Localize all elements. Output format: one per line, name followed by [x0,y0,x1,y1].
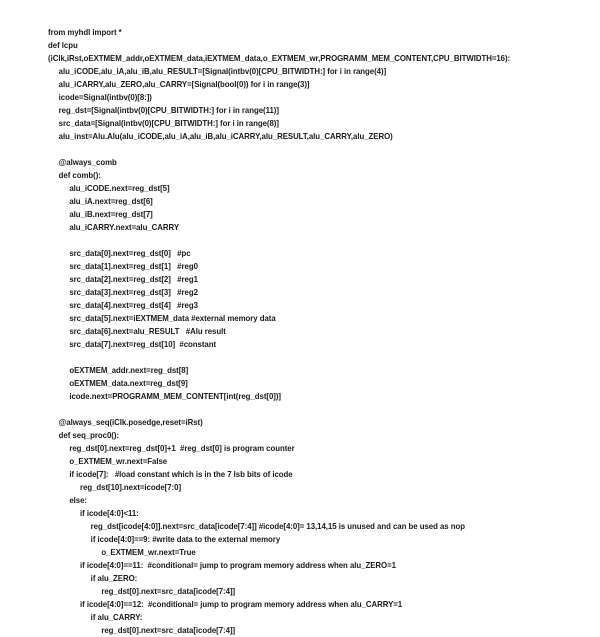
code-line: alu_iCARRY.next=alu_CARRY [69,223,180,232]
code-line: reg_dst[icode[4:0]].next=src_data[icode[7:4]] #icode[4:0]= 13,14,15 is unused and can be used as nop [90,522,465,531]
code-line: icode=Signal(intbv(0)[8:]) [58,93,152,102]
code-line: def seq_proc0(): [58,431,119,440]
code-line: reg_dst[0].next=src_data[icode[7:4]] [101,587,236,596]
code-line: alu_iCODE.next=reg_dst[5] [69,184,170,193]
code-line: o_EXTMEM_wr.next=True [101,548,196,557]
code-line: if icode[4:0]==12: #conditional= jump to program memory address when alu_CARRY=1 [80,600,403,609]
code-line: src_data[5].next=iEXTMEM_data #external memory data [69,314,276,323]
code-listing [48,26,592,637]
code-line: alu_inst=Alu.Alu(alu_iCODE,alu_iA,alu_iB,alu_iCARRY,alu_RESULT,alu_CARRY,alu_ZERO) [58,132,393,141]
code-line: @always_seq(iClk.posedge,reset=iRst) [58,418,203,427]
code-line: else: [69,496,87,505]
code-line: (iClk,iRst,oEXTMEM_addr,oEXTMEM_data,iEXTMEM_data,o_EXTMEM_wr,PROGRAMM_MEM_CONTENT,CPU_BITWIDTH=16): [48,54,511,63]
code-line: def lcpu [48,41,78,50]
code-line: oEXTMEM_data.next=reg_dst[9] [69,379,188,388]
code-line: from myhdl import * [48,28,122,37]
code-line: src_data=[Signal(intbv(0)[CPU_BITWIDTH:] for i in range(8)] [58,119,279,128]
code-line: @always_comb [58,158,117,167]
code-line: alu_iB.next=reg_dst[7] [69,210,153,219]
code-line: src_data[3].next=reg_dst[3] #reg2 [69,288,198,297]
code-line: if icode[4:0]==11: #conditional= jump to program memory address when alu_ZERO=1 [80,561,396,570]
code-line: alu_iCARRY,alu_ZERO,alu_CARRY=[Signal(bool(0)) for i in range(3)] [58,80,310,89]
code-blank-line [48,403,576,416]
code-line: reg_dst[0].next=reg_dst[0]+1 #reg_dst[0] is program counter [69,444,295,453]
code-line: if icode[7]: #load constant which is in the 7 lsb bits of icode [69,470,293,479]
code-line: if alu_ZERO: [90,574,138,583]
code-line: if icode[4:0]==9: #write data to the external memory [90,535,281,544]
code-line: src_data[4].next=reg_dst[4] #reg3 [69,301,198,310]
code-line: o_EXTMEM_wr.next=False [69,457,168,466]
code-line: src_data[7].next=reg_dst[10] #constant [69,340,217,349]
code-line: if icode[4:0]<11: [80,509,139,518]
code-line: reg_dst=[Signal(intbv(0)[CPU_BITWIDTH:] for i in range(11)] [58,106,279,115]
code-line: alu_iA.next=reg_dst[6] [69,197,153,206]
code-line: alu_iCODE,alu_iA,alu_iB,alu_RESULT=[Signal(intbv(0)[CPU_BITWIDTH:] for i in range(4)] [58,67,387,76]
code-line: src_data[6].next=alu_RESULT #Alu result [69,327,226,336]
code-line: if alu_CARRY: [90,613,143,622]
code-blank-line [48,351,576,364]
code-line: reg_dst[0].next=src_data[icode[7:4]] [101,626,236,635]
code-line: src_data[1].next=reg_dst[1] #reg0 [69,262,198,271]
code-line: oEXTMEM_addr.next=reg_dst[8] [69,366,189,375]
code-line: src_data[0].next=reg_dst[0] #pc [69,249,191,258]
code-blank-line [48,143,576,156]
code-line: def comb(): [58,171,101,180]
code-line: icode.next=PROGRAMM_MEM_CONTENT[int(reg_dst[0])] [69,392,281,401]
code-blank-line [48,234,576,247]
code-line: src_data[2].next=reg_dst[2] #reg1 [69,275,198,284]
code-line: reg_dst[10].next=icode[7:0] [80,483,182,492]
